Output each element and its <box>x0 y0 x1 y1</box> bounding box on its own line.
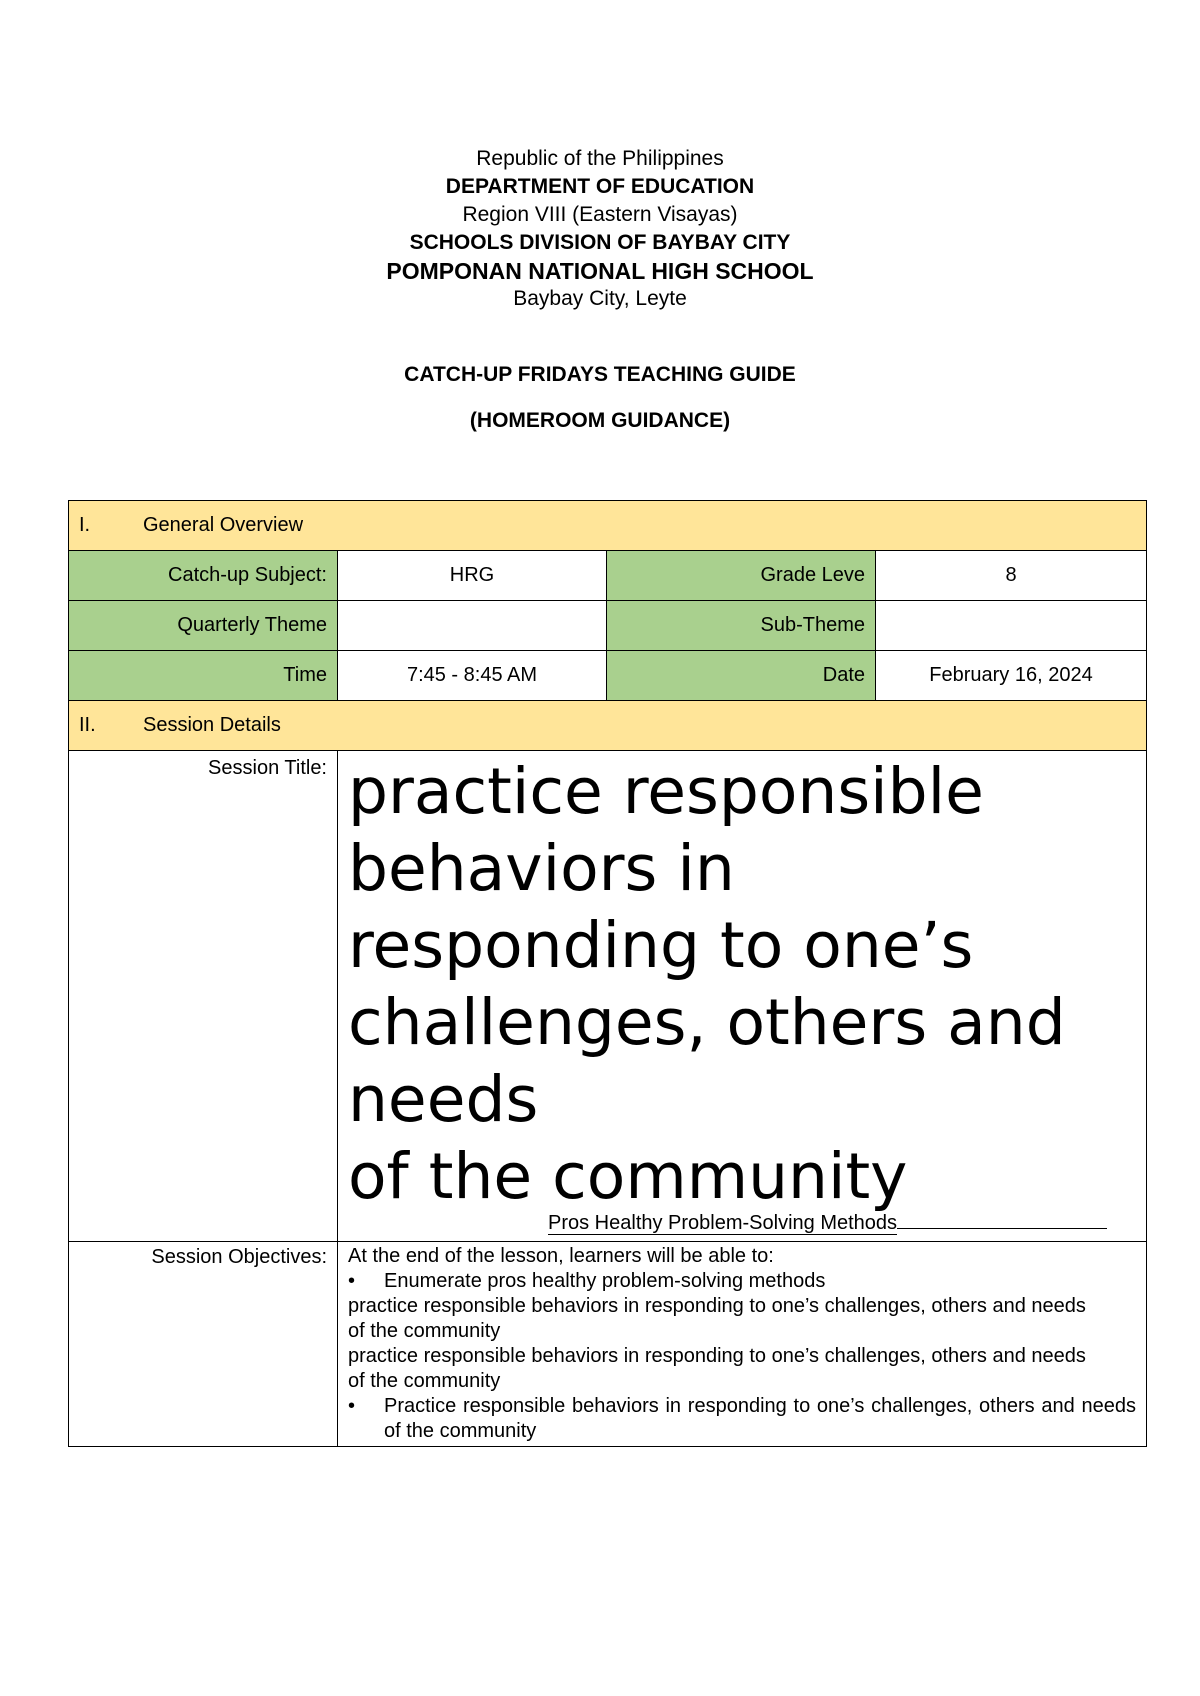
school-name: POMPONAN NATIONAL HIGH SCHOOL <box>386 258 814 284</box>
division-line: SCHOOLS DIVISION OF BAYBAY CITY <box>409 231 791 254</box>
quarterly-theme-label: Quarterly Theme <box>69 601 338 651</box>
department-line: DEPARTMENT OF EDUCATION <box>445 175 755 198</box>
objectives-intro: At the end of the lesson, learners will be able to: <box>348 1245 774 1267</box>
objective-paragraph: practice responsible behaviors in responding to one’s challenges, others and needs <box>348 1345 1086 1367</box>
teaching-guide-table <box>68 500 1147 1447</box>
session-title-row <box>69 751 1147 1242</box>
session-title-line: responding to one’s <box>348 909 974 982</box>
objective-text: Enumerate pros healthy problem-solving methods <box>384 1270 826 1292</box>
section-number: II. <box>79 714 96 736</box>
session-title-label: Session Title: <box>69 751 338 1242</box>
session-title-text <box>348 753 1146 1215</box>
sub-theme-value <box>876 601 1147 651</box>
overview-row-theme <box>69 601 1147 651</box>
section-row-general-overview <box>69 501 1147 551</box>
overview-row-subject <box>69 551 1147 601</box>
session-subtitle-text: Pros Healthy Problem-Solving Methods <box>548 1212 898 1234</box>
time-value: 7:45 - 8:45 AM <box>338 651 607 701</box>
section-number: I. <box>79 514 91 536</box>
section-row-session-details <box>69 701 1147 751</box>
letterhead <box>0 145 1200 313</box>
date-value: February 16, 2024 <box>876 651 1147 701</box>
republic-line: Republic of the Philippines <box>476 147 724 170</box>
objective-item <box>348 1394 1136 1444</box>
objective-paragraph: of the community <box>348 1370 501 1392</box>
session-objectives-label: Session Objectives: <box>69 1242 338 1447</box>
section-header-session-details <box>69 701 1147 751</box>
quarterly-theme-value <box>338 601 607 651</box>
underline-fill <box>897 1228 1107 1229</box>
time-label: Time <box>69 651 338 701</box>
objective-paragraph: of the community <box>348 1320 501 1342</box>
bullet-icon: • <box>348 1395 356 1417</box>
subject-value: HRG <box>338 551 607 601</box>
grade-value: 8 <box>876 551 1147 601</box>
session-title-line: practice responsible <box>348 755 984 828</box>
section-label: Session Details <box>143 714 281 736</box>
sub-theme-label: Sub-Theme <box>607 601 876 651</box>
session-title-line: behaviors in <box>348 832 735 905</box>
school-location: Baybay City, Leyte <box>513 287 687 310</box>
session-title-line: needs <box>348 1063 539 1136</box>
session-title-cell <box>338 751 1147 1242</box>
document-titles <box>0 361 1200 435</box>
grade-label: Grade Leve <box>607 551 876 601</box>
document-title: CATCH-UP FRIDAYS TEACHING GUIDE <box>404 363 796 386</box>
date-label: Date <box>607 651 876 701</box>
region-line: Region VIII (Eastern Visayas) <box>462 203 738 226</box>
overview-row-time <box>69 651 1147 701</box>
section-label: General Overview <box>143 514 304 536</box>
session-objectives-cell <box>338 1242 1147 1447</box>
document-subtitle: (HOMEROOM GUIDANCE) <box>469 409 731 432</box>
session-objectives-row <box>69 1242 1147 1447</box>
objective-item <box>348 1269 1136 1294</box>
session-title-line: challenges, others and <box>348 986 1066 1059</box>
subject-label: Catch-up Subject: <box>69 551 338 601</box>
objective-text: Practice responsible behaviors in responding to one’s challenges, others and needs of the community <box>384 1395 1136 1442</box>
section-header-general-overview <box>69 501 1147 551</box>
objective-paragraph: practice responsible behaviors in responding to one’s challenges, others and needs <box>348 1295 1086 1317</box>
session-title-line: of the community <box>348 1140 908 1213</box>
bullet-icon: • <box>348 1270 356 1292</box>
